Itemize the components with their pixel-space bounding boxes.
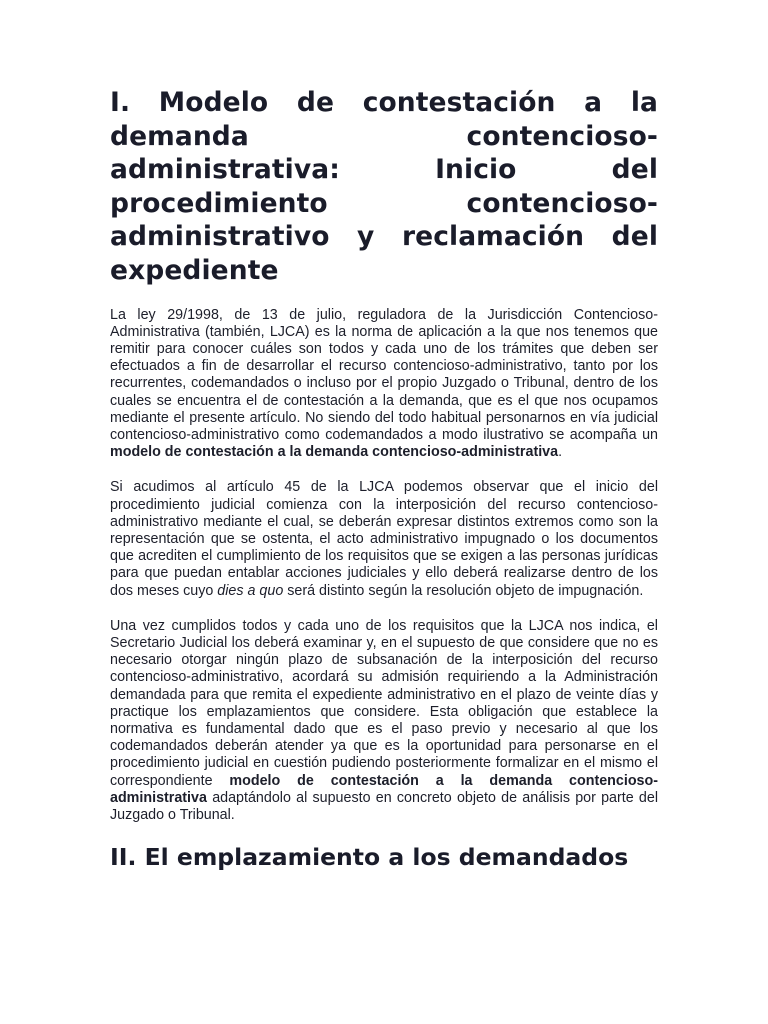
paragraph-intro-end: .: [558, 444, 563, 461]
paragraph-requirements-text: Una vez cumplidos todos y cada uno de los requisitos que la LJCA nos indica, el Secretario Judicial los deberá examinar y, en el supuesto de que considere que no es necesario otorgar ningún plazo de subsanación de la interposición del recurso contencioso-administrativo, acordará su admisión requiriendo a la Administración demandada para que remita el expediente administrativo en el plazo de veinte días y practique los emplazamientos que considere. Esta obligación que establece la normativa es fundamental dado que es el paso previo y necesario al que los codemandados deberán atender ya que es la oportunidad para personarse en el procedimiento judicial en cuestión pudiendo posteriormente formalizar en el mismo el correspondiente: [110, 617, 658, 789]
section-2-heading: II. El emplazamiento a los demandados: [110, 843, 629, 872]
document-page: [110, 86, 658, 872]
paragraph-article-45-end: será distinto según la resolución objeto de impugnación.: [287, 582, 644, 599]
paragraph-requirements-end: adaptándolo al supuesto en concreto objeto de análisis por parte del Juzgado o Tribunal.: [110, 789, 659, 824]
paragraph-intro-text: La ley 29/1998, de 13 de julio, reguladora de la Jurisdicción Contencioso-Administrativa (también, LJCA) es la norma de aplicación a la que nos tenemos que remitir para conocer cuáles son todos y cada uno de los trámites que deben ser efectuados a fin de desarrollar el recurso contencioso-administrativo, tanto por los recurrentes, codemandados o incluso por el propio Juzgado o Tribunal, dentro de los cuales se encuentra el de contestación a la demanda, que es el que nos ocupamos mediante el presente artículo. No siendo del todo habitual personarnos en vía judicial contencioso-administrativo como codemandados a modo ilustrativo se acompaña un: [110, 306, 658, 443]
page-title: I. Modelo de contestación a la demanda contencioso-administrativa: Inicio del procedimiento contencioso-administrativo y reclamación del expediente: [110, 87, 658, 286]
paragraph-article-45-italic: dies a quo: [217, 582, 284, 599]
paragraph-requirements-bold: modelo de contestación a la demanda contencioso-administrativa: [110, 772, 658, 806]
paragraph-article-45-text: Si acudimos al artículo 45 de la LJCA podemos observar que el inicio del procedimiento judicial comienza con la interposición del recurso contencioso-administrativo mediante el cual, se deberán expresar distintos extremos como son la representación que se ostenta, el acto administrativo impugnado o los documentos que acrediten el cumplimiento de los requisitos que se exigen a las personas jurídicas para que puedan entablar acciones judiciales y ello deberá realizarse dentro de los dos meses cuyo: [110, 479, 658, 599]
paragraph-intro: [110, 307, 658, 462]
paragraph-requirements: [110, 618, 658, 824]
paragraph-intro-bold-link: modelo de contestación a la demanda contencioso-administrativa: [110, 444, 559, 461]
paragraph-article-45: [110, 479, 658, 599]
